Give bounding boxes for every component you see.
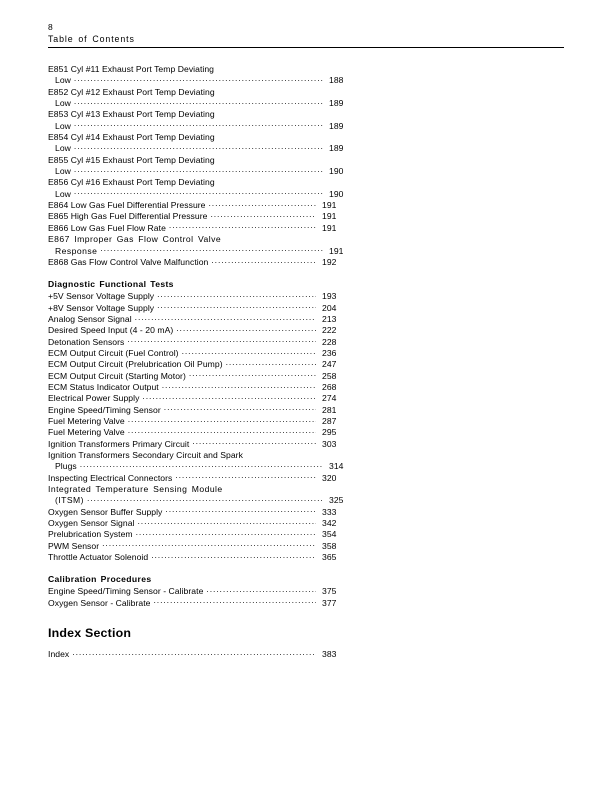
toc-entry[interactable]: [48, 109, 348, 132]
toc-page-number: 228: [322, 336, 337, 347]
dot-leader: [100, 246, 323, 254]
toc-entry-title: Index: [48, 649, 70, 660]
toc-entry-title: ECM Output Circuit (Fuel Control): [48, 347, 179, 358]
toc-entry[interactable]: [48, 223, 348, 234]
toc-entry[interactable]: [48, 325, 348, 336]
toc-entry-line: [48, 257, 348, 268]
toc-entry-title: +5V Sensor Voltage Supply: [48, 291, 155, 302]
dot-leader: [157, 303, 316, 311]
toc-entry-title: Low: [55, 188, 71, 199]
dot-leader: [74, 166, 323, 174]
toc-page-number: 204: [322, 302, 337, 313]
toc-entry-title: E866 Low Gas Fuel Flow Rate: [48, 222, 166, 233]
toc-entry-title: Plugs: [55, 461, 77, 472]
dot-leader: [74, 189, 323, 197]
toc-entry-title: E853 Cyl #13 Exhaust Port Temp Deviating: [48, 109, 215, 120]
toc-page-number: 365: [322, 552, 337, 563]
toc-entry-title: Prelubrication System: [48, 529, 133, 540]
toc-section-heading: Diagnostic Functional Tests: [48, 279, 174, 290]
toc-page-number: 192: [322, 256, 337, 267]
toc-entry-title: ECM Output Circuit (Prelubrication Oil Pump): [48, 359, 223, 370]
toc-entry-line: [48, 371, 348, 382]
dot-leader: [142, 393, 316, 401]
dot-leader: [136, 529, 316, 537]
toc-entry-line: [48, 649, 348, 660]
toc-entry[interactable]: [48, 291, 348, 302]
toc-page-number: 333: [322, 506, 337, 517]
toc-entry-title: E856 Cyl #16 Exhaust Port Temp Deviating: [48, 177, 215, 188]
toc-page-number: 190: [329, 188, 344, 199]
dot-leader: [135, 314, 316, 322]
toc-page-number: 189: [329, 143, 344, 154]
toc-page-number: 191: [322, 211, 337, 222]
toc-entry-line: [48, 109, 348, 120]
toc-entry[interactable]: [48, 359, 348, 370]
toc-entry-title: PWM Sensor: [48, 540, 100, 551]
toc-page-number: 191: [329, 245, 344, 256]
index-section-heading: Index Section: [48, 626, 132, 641]
toc-entry[interactable]: [48, 439, 348, 450]
toc-entry[interactable]: [48, 649, 348, 660]
toc-entry-title: Fuel Metering Valve: [48, 415, 125, 426]
toc-entry[interactable]: [48, 132, 348, 155]
toc-entry-line: [48, 427, 348, 438]
toc-entry[interactable]: [48, 314, 348, 325]
toc-entry-line: [48, 246, 355, 257]
toc-entry-line: [48, 529, 348, 540]
toc-section-heading: Calibration Procedures: [48, 574, 152, 585]
toc-page-number: 222: [322, 325, 337, 336]
toc-entry[interactable]: [48, 450, 348, 473]
dot-leader: [128, 416, 316, 424]
toc-page-number: 314: [329, 461, 344, 472]
dot-leader: [182, 348, 316, 356]
table-of-contents: [48, 64, 348, 660]
dot-leader: [189, 371, 316, 379]
dot-leader: [102, 541, 316, 549]
header-rule: [48, 47, 564, 48]
toc-entry-line: [48, 359, 348, 370]
toc-entry-title: ECM Status Indicator Output: [48, 381, 159, 392]
toc-entry-line: [48, 552, 348, 563]
toc-page-number: 281: [322, 404, 337, 415]
toc-page-number: 190: [329, 166, 344, 177]
toc-entry-line: [48, 87, 348, 98]
toc-page-number: 377: [322, 597, 337, 608]
toc-entry-title: Oxygen Sensor - Calibrate: [48, 597, 151, 608]
document-title: Table of Contents: [48, 34, 135, 44]
toc-entry[interactable]: [48, 518, 348, 529]
toc-entry-title: E864 Low Gas Fuel Differential Pressure: [48, 200, 206, 211]
toc-page-number: 287: [322, 415, 337, 426]
toc-entry-line: [48, 200, 348, 211]
toc-entry-line: [48, 64, 348, 75]
toc-entry-title: E855 Cyl #15 Exhaust Port Temp Deviating: [48, 154, 215, 165]
toc-entry[interactable]: [48, 234, 348, 257]
toc-entry[interactable]: [48, 427, 348, 438]
toc-entry[interactable]: [48, 64, 348, 87]
dot-leader: [211, 257, 316, 265]
dot-leader: [169, 223, 316, 231]
dot-leader: [154, 598, 316, 606]
toc-page-number: 189: [329, 120, 344, 131]
toc-page-number: 193: [322, 291, 337, 302]
toc-entry-line: [48, 291, 348, 302]
toc-entry-line: [48, 348, 348, 359]
dot-leader: [74, 75, 323, 83]
dot-leader: [192, 439, 316, 447]
toc-page-number: 213: [322, 313, 337, 324]
toc-entry[interactable]: [48, 507, 348, 518]
toc-page-number: 236: [322, 347, 337, 358]
toc-entry-title: E851 Cyl #11 Exhaust Port Temp Deviating: [48, 64, 215, 74]
dot-leader: [162, 382, 316, 390]
toc-entry-line: [48, 405, 348, 416]
toc-entry-title: E867 Improper Gas Flow Control Valve: [48, 234, 222, 245]
toc-entry[interactable]: [48, 552, 348, 563]
toc-entry-line: [48, 223, 348, 234]
toc-entry-title: Low: [55, 120, 71, 131]
toc-page-number: 354: [322, 529, 337, 540]
toc-entry-title: E868 Gas Flow Control Valve Malfunction: [48, 256, 209, 267]
toc-entry-line: [48, 121, 355, 132]
toc-entry-line: [48, 450, 348, 461]
dot-leader: [74, 98, 323, 106]
toc-entry-title: Engine Speed/Timing Sensor - Calibrate: [48, 586, 204, 597]
toc-entry[interactable]: [48, 586, 348, 597]
toc-entry[interactable]: [48, 529, 348, 540]
toc-page-number: 258: [322, 370, 337, 381]
toc-entry-title: Low: [55, 166, 71, 177]
toc-page-number: 189: [329, 98, 344, 109]
dot-leader: [138, 518, 316, 526]
toc-entry[interactable]: [48, 303, 348, 314]
dot-leader: [128, 427, 316, 435]
toc-entry-line: [48, 484, 348, 495]
toc-entry[interactable]: [48, 211, 348, 222]
toc-entry[interactable]: [48, 371, 348, 382]
toc-entry-title: Oxygen Sensor Signal: [48, 518, 135, 529]
page-header: [48, 22, 564, 48]
dot-leader: [226, 359, 316, 367]
toc-entry[interactable]: [48, 416, 348, 427]
toc-entry[interactable]: [48, 382, 348, 393]
toc-entry-line: [48, 473, 348, 484]
toc-entry-line: [48, 314, 348, 325]
toc-entry-title: E854 Cyl #14 Exhaust Port Temp Deviating: [48, 132, 215, 143]
toc-entry[interactable]: [48, 393, 348, 404]
toc-entry-line: [48, 98, 355, 109]
toc-entry-line: [48, 75, 355, 86]
toc-entry-line: [48, 337, 348, 348]
toc-entry-title: Low: [55, 143, 71, 154]
toc-entry[interactable]: [48, 484, 348, 507]
toc-entry-line: [48, 507, 348, 518]
dot-leader: [74, 121, 323, 129]
toc-entry[interactable]: [48, 348, 348, 359]
toc-entry-line: [48, 495, 355, 506]
toc-entry-line: [48, 166, 355, 177]
toc-entry-title: Ignition Transformers Secondary Circuit and Spark: [48, 450, 243, 460]
toc-page-number: 247: [322, 359, 337, 370]
toc-entry-title: Detonation Sensors: [48, 336, 125, 347]
toc-page-number: 303: [322, 438, 337, 449]
toc-page-number: 342: [322, 518, 337, 529]
toc-entry[interactable]: [48, 200, 348, 211]
toc-page-number: 188: [329, 75, 344, 86]
toc-entry-title: E865 High Gas Fuel Differential Pressure: [48, 211, 208, 222]
dot-leader: [165, 507, 316, 515]
toc-entry-line: [48, 143, 355, 154]
toc-entry-line: [48, 382, 348, 393]
toc-entry[interactable]: [48, 177, 348, 200]
toc-page-number: 325: [329, 495, 344, 506]
toc-entry[interactable]: [48, 337, 348, 348]
toc-page-number: 320: [322, 472, 337, 483]
dot-leader: [74, 143, 323, 151]
toc-entry-line: [48, 439, 348, 450]
toc-entry[interactable]: [48, 473, 348, 484]
toc-page-number: 295: [322, 427, 337, 438]
toc-entry-line: [48, 132, 348, 143]
dot-leader: [127, 337, 316, 345]
toc-page-number: 274: [322, 393, 337, 404]
toc-entry-line: [48, 541, 348, 552]
toc-entry-title: E852 Cyl #12 Exhaust Port Temp Deviating: [48, 86, 215, 97]
toc-entry-line: [48, 393, 348, 404]
toc-page-number: 191: [322, 200, 337, 211]
toc-entry-line: [48, 211, 348, 222]
toc-entry-title: (ITSM): [55, 495, 84, 506]
toc-entry-title: Low: [55, 98, 71, 109]
toc-page-number: 383: [322, 649, 337, 660]
toc-entry-title: ECM Output Circuit (Starting Motor): [48, 370, 186, 381]
toc-entry-title: Analog Sensor Signal: [48, 313, 132, 324]
toc-entry[interactable]: [48, 541, 348, 552]
toc-entry[interactable]: [48, 257, 348, 268]
page-number: 8: [48, 22, 53, 32]
dot-leader: [157, 291, 316, 299]
toc-page-number: 191: [322, 222, 337, 233]
toc-entry-title: Desired Speed Input (4 - 20 mA): [48, 325, 174, 336]
toc-entry-title: Integrated Temperature Sensing Module: [48, 484, 223, 495]
toc-entry-title: Inspecting Electrical Connectors: [48, 472, 173, 483]
toc-entry-line: [48, 155, 348, 166]
dot-leader: [87, 495, 323, 503]
toc-entry-line: [48, 303, 348, 314]
toc-entry-line: [48, 518, 348, 529]
dot-leader: [72, 649, 316, 657]
toc-entry-title: Fuel Metering Valve: [48, 427, 125, 438]
toc-page-number: 268: [322, 381, 337, 392]
toc-entry-title: Engine Speed/Timing Sensor: [48, 404, 161, 415]
dot-leader: [209, 200, 316, 208]
toc-entry-line: [48, 234, 348, 245]
dot-leader: [210, 211, 316, 219]
toc-entry-title: Throttle Actuator Solenoid: [48, 552, 149, 563]
toc-entry-title: Oxygen Sensor Buffer Supply: [48, 506, 163, 517]
toc-entry-line: [48, 598, 348, 609]
toc-entry-line: [48, 586, 348, 597]
toc-entry-title: Response: [55, 245, 98, 256]
toc-page-number: 358: [322, 540, 337, 551]
toc-entry-line: [48, 461, 355, 472]
toc-entry-line: [48, 416, 348, 427]
dot-leader: [80, 461, 323, 469]
toc-entry[interactable]: [48, 155, 348, 178]
dot-leader: [175, 473, 316, 481]
toc-entry[interactable]: [48, 405, 348, 416]
toc-entry-title: Low: [55, 75, 71, 86]
toc-entry-line: [48, 189, 355, 200]
dot-leader: [206, 586, 316, 594]
toc-entry-line: [48, 325, 348, 336]
toc-entry-title: Ignition Transformers Primary Circuit: [48, 438, 190, 449]
toc-page-number: 375: [322, 586, 337, 597]
dot-leader: [164, 405, 316, 413]
toc-entry-line: [48, 177, 348, 188]
toc-entry-title: Electrical Power Supply: [48, 393, 140, 404]
toc-entry-title: +8V Sensor Voltage Supply: [48, 302, 155, 313]
dot-leader: [151, 552, 316, 560]
toc-entry[interactable]: [48, 87, 348, 110]
dot-leader: [176, 325, 316, 333]
toc-entry[interactable]: [48, 598, 348, 609]
